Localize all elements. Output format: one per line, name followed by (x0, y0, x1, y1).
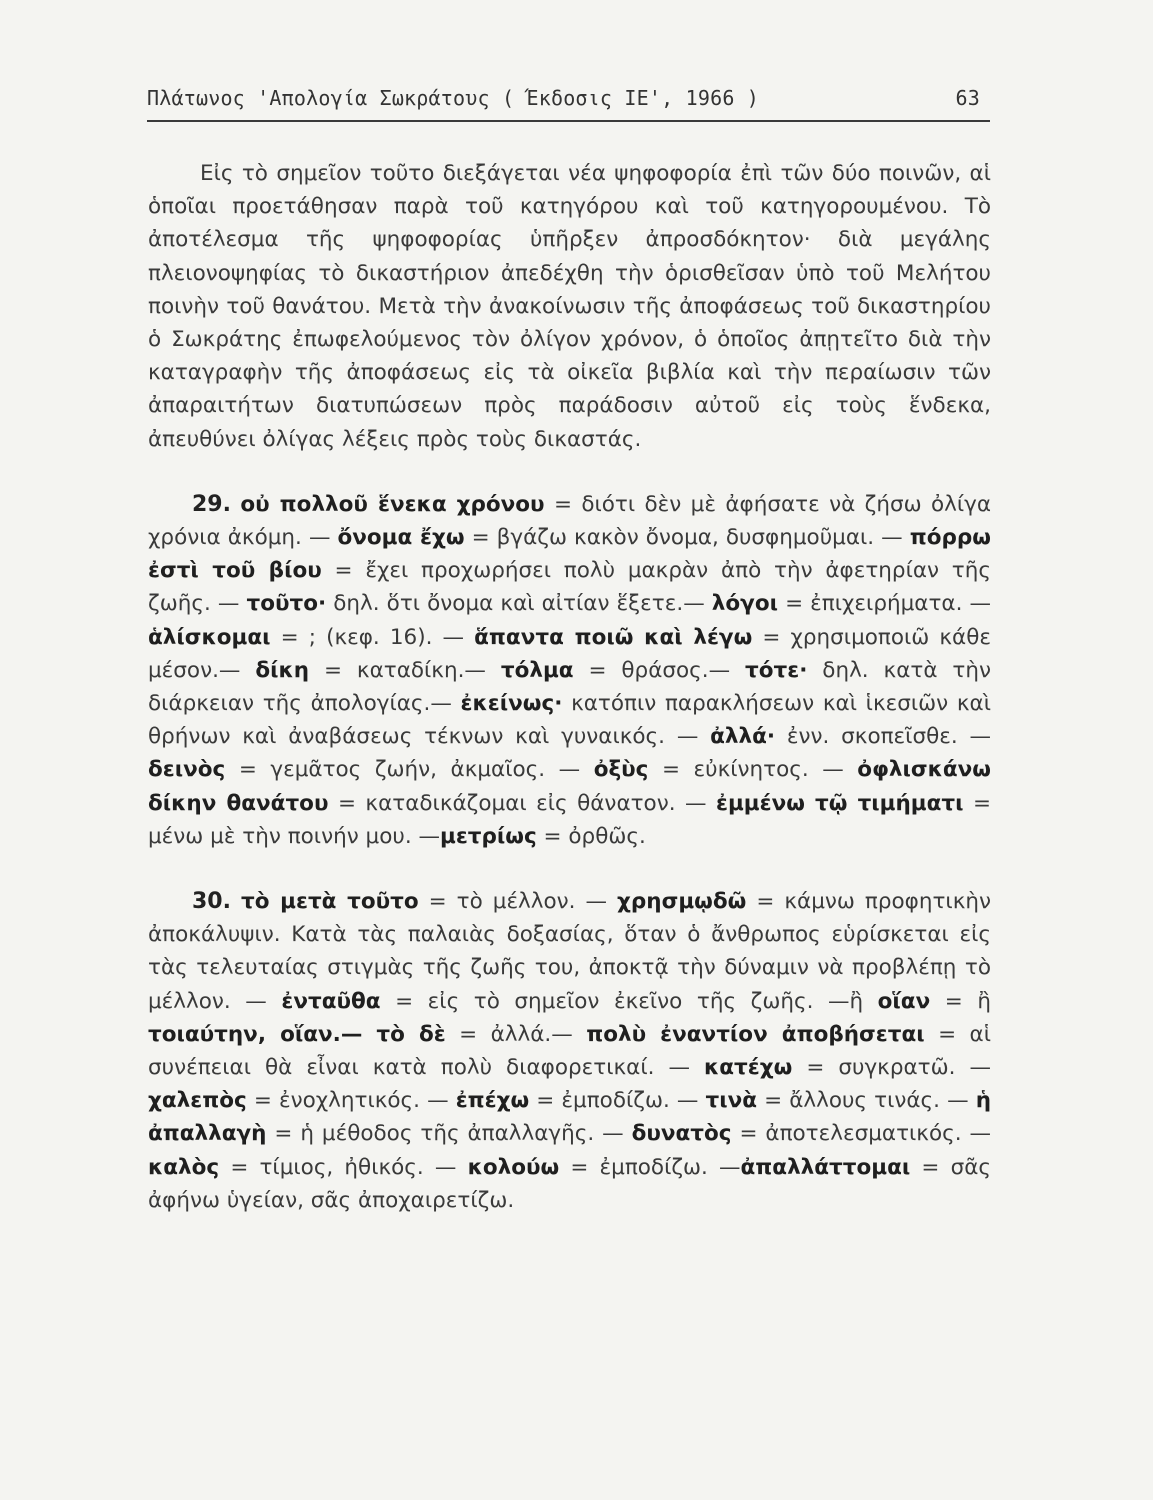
glossary-term: ἐκείνως· (460, 691, 563, 717)
glossary-term: ἀλλά· (710, 724, 776, 750)
gloss-text: = ἀποτελεσματικός. — (731, 1121, 991, 1147)
glossary-term: ὄνομα ἔχω (337, 525, 465, 551)
glossary-term: ἐμμένω τῷ τιμήματι (716, 790, 964, 816)
glossary-term: ὀξὺς (593, 757, 649, 783)
gloss-text: = βγάζω κακὸν ὄνομα, δυσφημοῦμαι. — (464, 525, 910, 551)
gloss-text: = σᾶς ἀφήνω ὑγείαν, σᾶς ἀποχαιρετίζω. (148, 1154, 991, 1213)
note-29 (148, 488, 991, 853)
glossary-term: οὐ πολλοῦ ἕνεκα χρόνου (240, 491, 545, 517)
gloss-text: ἐνν. σκοπεῖσθε. — (775, 724, 991, 750)
gloss-text: = ἢ (930, 988, 991, 1014)
glossary-term: δίκη (255, 657, 310, 683)
glossary-term: πόρρω ἐστὶ τοῦ βίου (148, 525, 991, 584)
glossary-term: καλὸς (148, 1154, 220, 1180)
gloss-text: = ὀρθῶς. (536, 823, 646, 849)
gloss-text: = τὸ μέλλον. — (418, 889, 618, 915)
glossary-term: κατέχω (704, 1055, 793, 1081)
glossary-term: τὸ μετὰ τοῦτο (241, 889, 419, 915)
gloss-text: = γεμᾶτος ζωήν, ἀκμαῖος. — (225, 757, 594, 783)
glossary-term: πολὺ ἐναντίον ἀποβήσεται (586, 1021, 925, 1047)
gloss-text: = ἔχει προχωρήσει πολὺ μακρὰν ἀπὸ τὴν ἀφετηρίαν τῆς ζωῆς. — (148, 558, 991, 617)
glossary-term: δυνατὸς (631, 1121, 732, 1147)
gloss-text: = θράσος.— (573, 657, 746, 683)
gloss-text: = εὐκίνητος. — (648, 757, 858, 783)
note-30 (148, 885, 991, 1217)
note-number: 30. (192, 889, 231, 915)
glossary-term: τοιαύτην, οἵαν.— τὸ δὲ (148, 1021, 446, 1047)
page-number: 63 (955, 86, 980, 110)
gloss-text: = χρησιμοποιῶ κάθε μέσον.— (148, 624, 992, 683)
gloss-text: = ἐνοχλητικός. — (246, 1088, 456, 1114)
gloss-text: = ἄλλους τινάς. — (757, 1088, 976, 1114)
gloss-text: = μένω μὲ τὴν ποινήν μου. — (148, 790, 991, 849)
glossary-term: ἀπαλλάττομαι (740, 1154, 911, 1180)
page-body (148, 157, 991, 1217)
gloss-text: = κάμνω προφητικὴν ἀποκάλυψιν. Κατὰ τὰς παλαιὰς δοξασίας, ὅταν ὁ ἄνθρωπος εὑρίσκεται εἰς τὰς τελευταίας στιγμὰς τῆς ζωῆς του, ἀποκτᾷ τὴν δύναμιν νὰ προβλέπῃ τὸ μέλλον. — (148, 889, 992, 1014)
running-header (147, 86, 990, 122)
glossary-term: οἵαν (877, 988, 931, 1014)
gloss-text: = τίμιος, ἠθικός. — (219, 1154, 468, 1180)
glossary-term: ἐνταῦθα (281, 988, 381, 1014)
glossary-term: χαλεπὸς (148, 1088, 247, 1114)
gloss-text: = ἡ μέθοδος τῆς ἀπαλλαγῆς. — (266, 1121, 632, 1147)
glossary-term: ἡ ἀπαλλαγὴ (148, 1088, 992, 1147)
glossary-term: μετρίως (440, 823, 537, 849)
glossary-term: δεινὸς (148, 757, 226, 783)
glossary-term: τοῦτο· (246, 591, 327, 617)
note-number: 29. (192, 491, 231, 517)
glossary-term: χρησμῳδῶ (617, 889, 747, 915)
gloss-text: = αἱ συνέπειαι θὰ εἶναι κατὰ πολὺ διαφορετικαί. — (148, 1021, 991, 1081)
glossary-term: τινὰ (705, 1088, 757, 1114)
gloss-text: = εἰς τὸ σημεῖον ἐκεῖνο τῆς ζωῆς. —ἢ (380, 988, 878, 1014)
glossary-term: κολούω (467, 1154, 560, 1180)
glossary-term: ἐπέχω (455, 1088, 530, 1114)
gloss-text: = καταδίκη.— (309, 657, 501, 683)
glossary-term: ἁλίσκομαι (148, 624, 271, 650)
glossary-term: λόγοι (711, 591, 778, 617)
header-title: Πλάτωνος 'Απολογία Σωκράτους ( Έκδοσις ΙΕ', 1966 ) (147, 86, 760, 110)
gloss-text: = καταδικάζομαι εἰς θάνατον. — (328, 790, 717, 816)
gloss-text: = ἐμποδίζω. — (559, 1154, 741, 1180)
gloss-text: = συγκρατῶ. — (792, 1055, 991, 1081)
gloss-text: = ἀλλά.— (445, 1021, 587, 1047)
gloss-text: = ἐπιχειρήματα. — (777, 591, 991, 617)
gloss-text: = ἐμποδίζω. — (529, 1088, 706, 1114)
gloss-text: κατόπιν παρακλήσεων καὶ ἱκεσιῶν καὶ θρήνων καὶ ἀναβάσεως τέκνων καὶ γυναικός. — (148, 691, 991, 750)
gloss-text: = ; (κεφ. 16). — (270, 624, 475, 650)
gloss-text: δηλ. κατὰ τὴν διάρκειαν τῆς ἀπολογίας.— (148, 657, 992, 717)
glossary-term: ἅπαντα ποιῶ καὶ λέγω (474, 624, 753, 650)
gloss-text: = διότι δὲν μὲ ἀφήσατε νὰ ζήσω ὀλίγα χρόνια ἀκόμη. — (148, 491, 991, 551)
intro-paragraph: Εἰς τὸ σημεῖον τοῦτο διεξάγεται νέα ψηφοφορία ἐπὶ τῶν δύο ποινῶν, αἱ ὁποῖαι προετάθησαν παρὰ τοῦ κατηγόρου καὶ τοῦ κατηγορουμένου. Τὸ ἀποτέλεσμα τῆς ψηφοφορίας ὑπῆρξεν ἀπροσδόκητον· διὰ μεγάλης πλειονοψηφίας τὸ δικαστήριον ἀπεδέχθη τὴν ὁρισθεῖσαν ὑπὸ τοῦ Μελήτου ποινὴν τοῦ θανάτου. Μετὰ τὴν ἀνακοίνωσιν τῆς ἀποφάσεως τοῦ δικαστηρίου ὁ Σωκράτης ἐπωφελούμενος τὸν ὀλίγον χρόνον, ὁ ὁποῖος ἀπῃτεῖτο διὰ τὴν καταγραφὴν τῆς ἀποφάσεως εἰς τὰ οἰκεῖα βιβλία καὶ τὴν περαίωσιν τῶν ἀπαραιτήτων διατυπώσεων πρὸς παράδοσιν αὐτοῦ εἰς τοὺς ἕνδεκα, ἀπευθύνει ὀλίγας λέξεις πρὸς τοὺς δικαστάς. (148, 161, 991, 452)
glossary-term: τότε· (745, 657, 808, 683)
gloss-text: δηλ. ὅτι ὄνομα καὶ αἰτίαν ἕξετε.— (326, 591, 712, 617)
glossary-term: ὀφλισκάνω δίκην θανάτου (148, 757, 991, 816)
glossary-term: τόλμα (500, 657, 574, 683)
